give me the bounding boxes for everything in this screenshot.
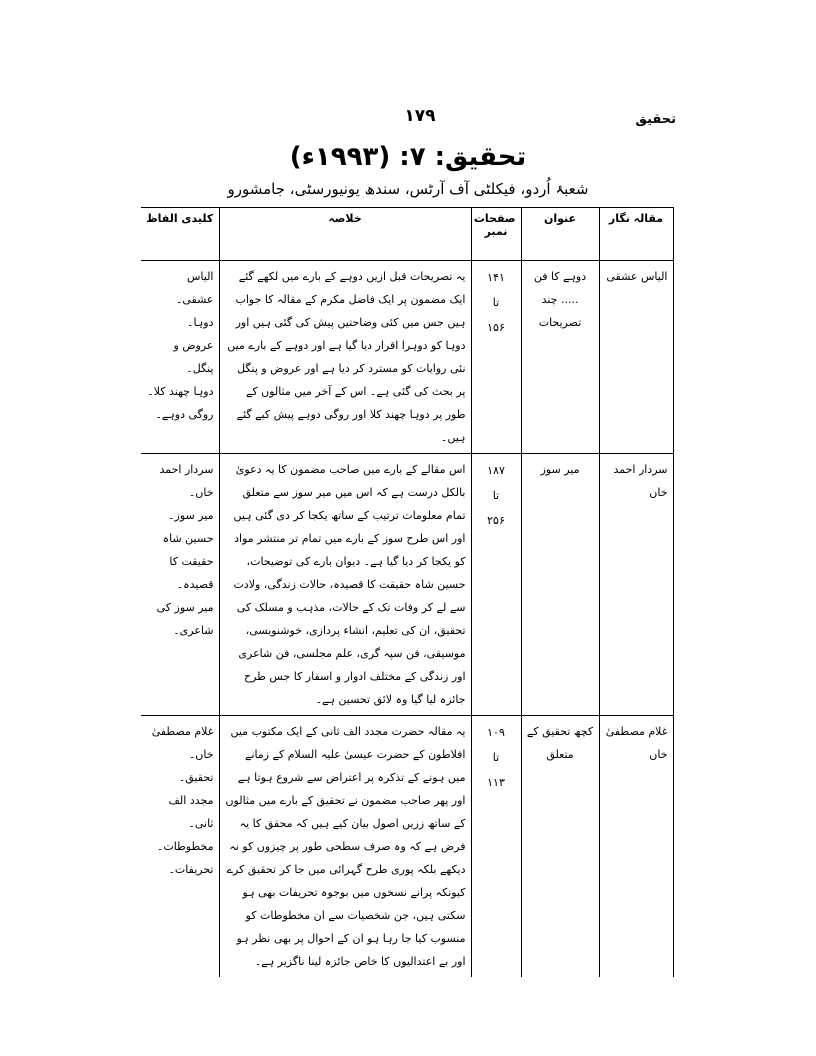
keyword: تحریفات۔ bbox=[168, 863, 214, 876]
header-title: عنوان bbox=[521, 208, 599, 261]
page-end: ۲۵۶ bbox=[487, 514, 505, 527]
page-end: ۱۵۶ bbox=[487, 321, 505, 334]
page-start: ۱۸۷ bbox=[487, 464, 505, 477]
page-number: ۱۷۹ bbox=[404, 106, 436, 126]
header-pages: صفحات نمبر bbox=[471, 208, 521, 261]
summary-cell: یہ تصریحات قبل ازیں دوہے کے بارے میں لکھے گئے ایک مضمون پر ایک فاضل مکرم کے مقالہ کا جواب ہیں جس میں کئی وضاحتیں پیش کی گئی ہیں اور دوہا کو دوہرا اقرار دیا گیا ہے اور دوہے کے بارے میں نئی روایات کو مسترد کر دیا ہے اور عروض و پنگل پر بحث کی گئی ہے۔ اس کے آخر میں مثالوں کے طور پر دوہا چھند کلا اور روگی دوہے پیش کیے گئے ہیں۔ bbox=[219, 261, 471, 454]
journal-subtitle: شعبۂ اُردو، فیکلٹی آف آرٹس، سندھ یونیورسٹی، جامشورو bbox=[227, 180, 589, 198]
title-cell: کچھ تحقیق کے متعلق bbox=[521, 716, 599, 978]
keyword: میر سوز۔ bbox=[168, 509, 214, 522]
keyword: تحقیق۔ bbox=[178, 771, 214, 784]
author-cell: الیاس عشقی bbox=[599, 261, 673, 454]
page-start: ۱۴۱ bbox=[487, 271, 505, 284]
header-summary: خلاصہ bbox=[219, 208, 471, 261]
page-to: تا bbox=[492, 296, 500, 309]
page-start: ۱۰۹ bbox=[487, 726, 505, 739]
pages-cell bbox=[471, 454, 521, 716]
author-cell: غلام مصطفیٰ خاں bbox=[599, 716, 673, 978]
header-author: مقالہ نگار bbox=[599, 208, 673, 261]
table-row bbox=[141, 716, 673, 978]
table-row bbox=[141, 261, 673, 454]
pages-cell bbox=[471, 261, 521, 454]
table-header-row bbox=[141, 208, 673, 261]
title-cell: میر سوز bbox=[521, 454, 599, 716]
summary-cell: اس مقالے کے بارے میں صاحب مضمون کا یہ دعویٰ بالکل درست ہے کہ اس میں میر سوز سے متعلق تمام معلومات ترتیب کے ساتھ یکجا کر دی گئی ہیں اور اس طرح سوز کے بارے میں تمام تر منتشر مواد کو یکجا کر دیا گیا ہے۔ دیوان بارے کی توضیحات، حسین شاہ حقیقت کا قصیدہ، حالات زندگی، ولادت سے لے کر وفات تک کے حالات، مذہب و مسلک کی تحقیق، ان کی تعلیم، انشاء پردازی، خوشنویسی، موسیقی، فن سپہ گری، علم مجلسی، فن شاعری اور زندگی کے مختلف ادوار و اسفار کا جس طرح جائزہ لیا گیا وہ لائق تحسین ہے۔ bbox=[219, 454, 471, 716]
keyword: عروض و پنگل۔ bbox=[173, 339, 214, 375]
keyword: روگی دوہے۔ bbox=[155, 408, 214, 421]
keyword: میر سوز کی شاعری۔ bbox=[156, 601, 214, 637]
page-to: تا bbox=[492, 489, 500, 502]
author-cell: سردار احمد خاں bbox=[599, 454, 673, 716]
running-header: تحقیق bbox=[635, 112, 676, 127]
keyword: مجدد الف ثانی۔ bbox=[168, 794, 214, 830]
title-cell: دوہے کا فن ..... چند تصریحات bbox=[521, 261, 599, 454]
keywords-cell bbox=[141, 454, 219, 716]
keyword: دوہا۔ bbox=[187, 316, 214, 329]
index-table bbox=[141, 207, 673, 977]
keyword: مخطوطات۔ bbox=[156, 840, 214, 853]
keywords-cell bbox=[141, 261, 219, 454]
keyword: الیاس عشقی۔ bbox=[175, 270, 214, 306]
keyword: غلام مصطفیٰ خاں۔ bbox=[151, 725, 214, 761]
keywords-cell bbox=[141, 716, 219, 978]
keyword: سردار احمد خاں۔ bbox=[159, 463, 214, 499]
table-row bbox=[141, 454, 673, 716]
page-to: تا bbox=[492, 751, 500, 764]
keyword: حسین شاہ حقیقت کا قصیدہ۔ bbox=[162, 532, 214, 591]
summary-cell: یہ مقالہ حضرت مجدد الف ثانی کے ایک مکتوب میں افلاطون کے حضرت عیسیٰ علیہ السلام کے زمانے میں ہونے کے تذکرہ پر اعتراض سے شروع ہوتا ہے اور پھر صاحب مضمون نے تحقیق کے بارے میں مثالوں کے ساتھ زریں اصول بیان کیے ہیں کہ محقق کا یہ فرض ہے کہ وہ صرف سطحی طور پر چیزوں کو نہ دیکھے بلکہ پوری طرح گہرائی میں جا کر تحقیق کرے کیونکہ پرانے نسخوں میں بوجوہ تحریفات بھی ہو سکتی ہیں، جن شخصیات سے ان مخطوطات کو منسوب کیا جا رہا ہو ان کے احوال پر بھی نظر ہو اور بے اعتدالیوں کا خاص جائزہ لینا ناگزیر ہے۔ bbox=[219, 716, 471, 978]
page-end: ۱۱۳ bbox=[487, 776, 505, 789]
journal-title: تحقیق: ۷: (۱۹۹۳ء) bbox=[289, 142, 527, 172]
pages-cell bbox=[471, 716, 521, 978]
header-keywords: کلیدی الفاظ bbox=[141, 208, 219, 261]
keyword: دوہا چھند کلا۔ bbox=[147, 385, 214, 398]
